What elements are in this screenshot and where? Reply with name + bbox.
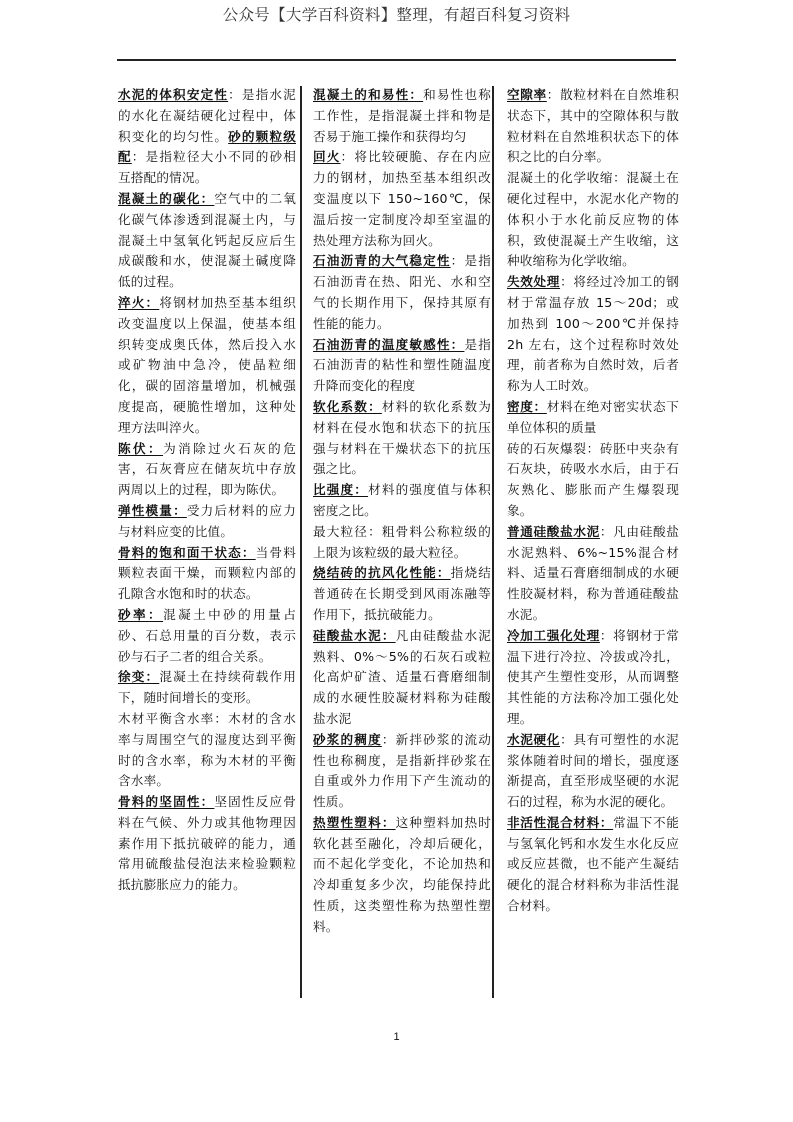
- column-divider: [492, 86, 494, 998]
- glossary-entry: [118, 501, 296, 543]
- glossary-term: 骨料的坚固性：: [118, 794, 215, 810]
- glossary-definition: 混凝土中砂的用量占砂、石总用量的百分数，表示砂与石子二者的组合关系。: [118, 606, 296, 664]
- glossary-entry: [507, 397, 679, 439]
- glossary-term: 比强度：: [313, 482, 369, 498]
- term-separator: ：: [560, 731, 574, 747]
- glossary-entry: [118, 792, 296, 896]
- glossary-term: 砂浆的稠度: [313, 731, 382, 747]
- glossary-term: 密度：: [507, 398, 547, 414]
- term-separator: ：: [340, 149, 355, 165]
- glossary-definition: 常温下不能与氢氧化钙和水发生水化反应或反应甚微，也不能产生凝结硬化的混合材料称为非活性混合材料。: [507, 814, 679, 914]
- header-rule: [117, 59, 676, 61]
- glossary-entry: [118, 293, 296, 439]
- glossary-entry: [118, 709, 296, 792]
- term-separator: ：: [560, 274, 574, 290]
- glossary-term: 淬火：: [118, 294, 160, 310]
- glossary-definition: 凡由硅酸盐水泥熟料、6%~15%混合材料、适量石膏磨细制成的水硬性胶凝材料，称为普通硅酸盐水泥。: [507, 523, 680, 622]
- glossary-definition: 材料的强度值与体积密度之比。: [313, 482, 491, 518]
- term-separator: ：: [599, 627, 614, 643]
- glossary-term: 弹性模量：: [118, 502, 187, 518]
- glossary-entry: [313, 626, 491, 730]
- glossary-term: 回火: [313, 149, 341, 165]
- glossary-term: 空隙率: [507, 87, 547, 102]
- glossary-entry: [313, 730, 491, 813]
- glossary-definition: 是指水泥的水化在凝结硬化过程中，体积变化的均匀性。: [118, 87, 296, 144]
- glossary-definition: 是指石油沥青在热、阳光、水和空气的长期作用下，保持其原有性能的能力。: [313, 253, 492, 331]
- glossary-entry: [118, 439, 296, 501]
- glossary-definition: 新拌砂浆的流动性也称稠度，是指新拌砂浆在自重或外力作用下产生流动的性质。: [313, 731, 492, 810]
- column-3: [507, 85, 679, 917]
- glossary-entry: [118, 85, 296, 189]
- glossary-definition: 受力后材料的应力与材料应变的比值。: [118, 502, 297, 539]
- glossary-definition: 将经过冷加工的钢材于常温存放 15～20d；或加热到 100～200℃并保持 2h 左右，这个过程称时效处理，前者称为自然时效，后者称为人工时效。: [507, 274, 679, 394]
- glossary-definition: 和易性也称工作性，是指混凝土拌和物是否易于施工操作和获得均匀: [313, 87, 491, 144]
- glossary-definition: 混凝土在持续荷载作用下，随时间增长的变形。: [118, 669, 297, 706]
- glossary-term: 冷加工强化处理: [507, 627, 600, 643]
- term-separator: ：: [228, 87, 242, 102]
- term-separator: ：: [599, 523, 614, 539]
- glossary-term: 烧结砖的抗风化性能：: [313, 565, 451, 581]
- glossary-definition: 当骨料颗粒表面干燥，而颗粒内部的孔隙含水饱和时的状态。: [118, 544, 296, 602]
- glossary-term: 徐变：: [118, 669, 160, 685]
- glossary-definition: 具有可塑性的水泥浆体随着时间的增长，强度逐渐提高，直至形成坚硬的水泥石的过程，称为水泥的硬化。: [507, 731, 679, 810]
- glossary-definition: 材料的软化系数为材料在侵水饱和状态下的抗压强与材料在干燥状态下的抗压强之比。: [313, 398, 492, 477]
- glossary-entry: [313, 147, 491, 251]
- glossary-entry: [507, 626, 679, 730]
- glossary-term: 混凝土的碳化：: [118, 190, 215, 206]
- page-number: 1: [393, 1031, 400, 1043]
- glossary-definition: 为消除过火石灰的危害，石灰膏应在储灰坑中存放两周以上的过程，即为陈伏。: [118, 440, 296, 498]
- glossary-definition: 这种塑料加热时软化甚至融化，冷却后硬化，而不起化学变化，不论加热和冷却重复多少次，均能保持此性质，这类塑性称为热塑性塑料。: [313, 814, 492, 934]
- glossary-term: 陈伏：: [118, 440, 164, 456]
- glossary-definition: 是指粒径大小不同的砂相互搭配的情况。: [118, 149, 297, 186]
- glossary-definition: 材料在绝对密实状态下单位体积的质量: [507, 398, 680, 435]
- glossary-term: 失效处理: [507, 274, 561, 290]
- glossary-entry: [313, 563, 491, 625]
- glossary-entry: [313, 480, 491, 522]
- glossary-entry: [118, 543, 296, 605]
- glossary-term: 硅酸盐水泥：: [313, 627, 396, 643]
- glossary-definition: 坚固性反应骨料在气候、外力或其他物理因素作用下抵抗破碎的能力，通常用硫酸盐侵泡法来检验颗粒抵抗膨胀应力的能力。: [118, 794, 297, 893]
- glossary-definition: 木材平衡含水率：木材的含水率与周围空气的湿度达到平衡时的含水率，称为木材的平衡含水率。: [118, 710, 296, 789]
- glossary-term: 软化系数：: [313, 398, 382, 414]
- glossary-entry: [313, 85, 491, 147]
- glossary-term: 水泥的体积安定性: [118, 87, 229, 102]
- glossary-entry: [507, 168, 679, 272]
- glossary-entry: [507, 813, 679, 917]
- glossary-entry: [118, 189, 296, 293]
- glossary-definition: 空气中的二氧化碳气体渗透到混凝土内，与混凝土中氢氧化钙起反应后生成碳酸和水，使混凝土碱度降低的过程。: [118, 190, 297, 290]
- glossary-definition: 凡由硅酸盐水泥熟料、0%～5%的石灰石或粒化高炉矿渣、适量石膏磨细制成的水硬性胶凝材料称为硅酸盐水泥: [313, 627, 492, 726]
- glossary-term: 水泥硬化: [507, 731, 561, 747]
- glossary-term: 普通硅酸盐水泥: [507, 523, 600, 539]
- term-separator: ：: [381, 731, 396, 747]
- column-2: [313, 85, 491, 938]
- glossary-term: 石油沥青的大气稳定性: [313, 253, 451, 269]
- glossary-term: 非活性混合材料：: [507, 814, 614, 830]
- term-separator: ：: [450, 253, 465, 269]
- glossary-entry: [313, 335, 491, 397]
- glossary-entry: [507, 439, 679, 522]
- glossary-term: 热塑性塑料：: [313, 814, 396, 830]
- glossary-entry: [507, 730, 679, 813]
- glossary-definition: 是指石油沥青的粘性和塑性随温度升降而变化的程度: [313, 336, 491, 394]
- glossary-term: 混凝土的和易性：: [313, 87, 424, 102]
- glossary-entry: [507, 85, 679, 168]
- glossary-definition: 砖的石灰爆裂：砖胚中夹杂有石灰块，砖吸水水后，由于石灰熟化、膨胀而产生爆裂现象。: [507, 440, 679, 518]
- glossary-term: 砂的颗粒级配: [118, 128, 296, 165]
- glossary-definition: 指烧结普通砖在长期受到风雨冻融等作用下，抵抗破能力。: [313, 565, 491, 622]
- glossary-definition: 将比较硬脆、存在内应力的钢材，加热至基本组织改变温度以下 150~160℃，保温后按一定制度冷却至室温的热处理方法称为回火。: [313, 149, 492, 248]
- glossary-definition: 最大粒径：粗骨料公称粒级的上限为该粒级的最大粒径。: [313, 523, 491, 560]
- glossary-entry: [313, 813, 491, 938]
- glossary-entry: [507, 522, 679, 626]
- term-separator: ：: [546, 87, 561, 102]
- glossary-definition: 混凝土的化学收缩：混凝土在硬化过程中，水泥水化产物的体积小于水化前反应物的体积，致使混凝土产生收缩，这种收缩称为化学收缩。: [507, 170, 679, 269]
- term-separator: ：: [131, 149, 146, 165]
- glossary-entry: [118, 605, 296, 667]
- glossary-definition: 将钢材于常温下进行冷拉、冷拔或冷扎，使其产生塑性变形，从而调整其性能的方法称冷加工强化处理。: [507, 627, 680, 726]
- glossary-term: 骨料的饱和面干状态：: [118, 544, 256, 560]
- glossary-entry: [507, 272, 679, 397]
- glossary-term: 砂率：: [118, 606, 164, 622]
- page-header: 公众号【大学百科资料】整理，有超百科复习资料: [222, 6, 571, 24]
- glossary-entry: [313, 522, 491, 564]
- column-divider: [300, 86, 302, 998]
- glossary-entry: [313, 397, 491, 480]
- glossary-term: 石油沥青的温度敏感性：: [313, 336, 465, 352]
- glossary-entry: [313, 251, 491, 334]
- glossary-entry: [118, 667, 296, 709]
- glossary-definition: 将钢材加热至基本组织改变温度以上保温，使基本组织转变成奥氏体，然后投入水或矿物油中急冷，使晶粒细化，碳的固溶量增加，机械强度提高，硬脆性增加，这种处理方法叫淬火。: [118, 294, 297, 435]
- glossary-definition: 散粒材料在自然堆积状态下，其中的空隙体积与散粒材料在自然堆积状态下的体积之比的白分率。: [507, 87, 679, 165]
- column-1: [118, 85, 296, 896]
